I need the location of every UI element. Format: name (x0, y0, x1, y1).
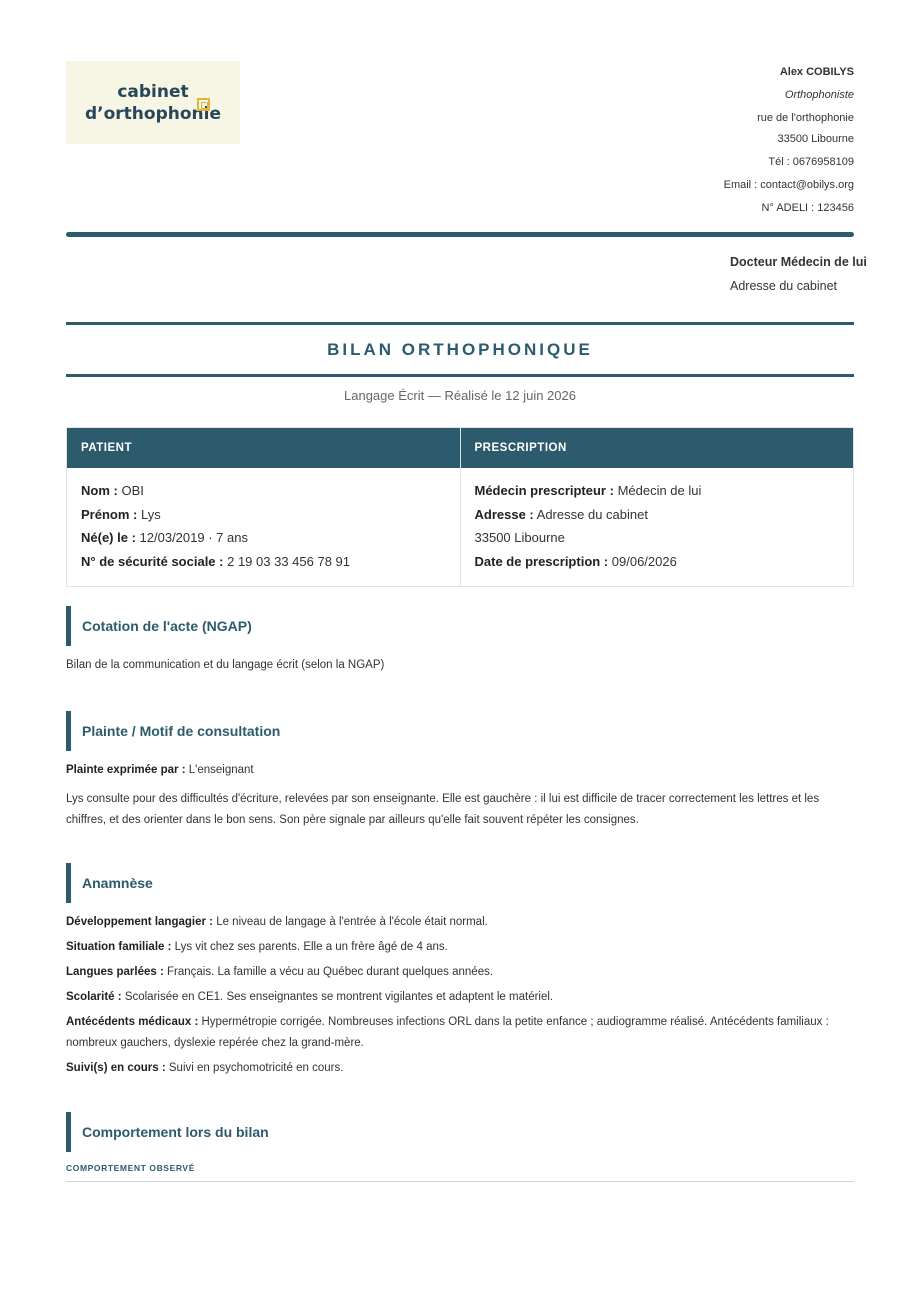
header-divider (66, 232, 854, 237)
sender-block (724, 62, 854, 221)
cotation-title: Cotation de l'acte (NGAP) (66, 606, 854, 646)
prescription-adresse-value: Adresse du cabinet (536, 506, 648, 522)
sender-adeli: N° ADELI : 123456 (761, 202, 854, 214)
plainte-par (66, 760, 854, 781)
patient-prescription-table (66, 427, 854, 587)
document-subtitle: Langage Écrit — Réalisé le 12 juin 2026 (344, 388, 576, 403)
info-table-body (67, 468, 853, 586)
section-plainte (66, 711, 854, 831)
prescription-medecin-label: Médecin prescripteur : (474, 483, 614, 498)
patient-naissance-label: Né(e) le : (81, 530, 136, 545)
recipient-name: Docteur Médecin de lui (730, 255, 867, 269)
sender-email: Email : contact@obilys.org (723, 179, 854, 191)
recipient-address: Adresse du cabinet (730, 279, 838, 293)
anamnese-item-label: Scolarité : (66, 991, 122, 1003)
comportement-divider (66, 1181, 854, 1182)
patient-prenom-label: Prénom : (81, 506, 138, 522)
recipient-block (730, 253, 867, 295)
prescription-ville: 33500 Libourne (474, 530, 565, 545)
patient-column (67, 468, 460, 586)
anamnese-item-value: Scolarisée en CE1. Ses enseignantes se montrent vigilantes et adaptent le matériel. (124, 991, 554, 1003)
prescription-date-label: Date de prescription : (474, 553, 609, 569)
plainte-text: Lys consulte pour des difficultés d'écriture, relevées par son enseignante. Elle est gauchère : il lui est difficile de tracer correctement les lettres et les chiffres, et des orienter dans le bon sens. Son père signale par ailleurs qu'elle fait souvent répéter les consignes. (66, 793, 820, 826)
logo-line-1: cabinet (117, 81, 189, 102)
plainte-par-value: L'enseignant (188, 764, 254, 776)
anamnese-item-label: Développement langagier : (66, 916, 213, 928)
logo-line-2: d’orthophonie (84, 103, 221, 124)
anamnese-item-label: Situation familiale : (66, 941, 172, 953)
patient-prenom (81, 506, 460, 530)
title-rule-bottom (66, 374, 854, 377)
comportement-title: Comportement lors du bilan (66, 1112, 854, 1152)
anamnese-item-value: Lys vit chez ses parents. Elle a un frère âgé de 4 ans. (174, 941, 448, 953)
patient-nom-value: OBI (121, 483, 144, 498)
anamnese-item-value: Hypermétropie corrigée. Nombreuses infections ORL dans la petite enfance ; audiogramme réalisé. Antécédents familiaux : nombreux gauchers, dyslexie repérée chez la grand-mère. (66, 1016, 829, 1049)
patient-secu-value: 2 19 03 33 456 78 91 (227, 553, 350, 569)
sender-role: Orthophoniste (784, 89, 854, 101)
cabinet-logo (66, 61, 240, 144)
prescription-column (460, 468, 854, 586)
section-cotation (66, 606, 854, 676)
document-title: BILAN ORTHOPHONIQUE (327, 340, 593, 359)
anamnese-item-value: Français. La famille a vécu au Québec durant quelques années. (167, 966, 494, 978)
patient-naissance-value: 12/03/2019 · 7 ans (139, 530, 248, 545)
anamnese-item (66, 937, 854, 962)
sender-city: 33500 Libourne (777, 133, 854, 145)
section-comportement (66, 1112, 854, 1182)
anamnese-item-label: Antécédents médicaux : (66, 1016, 199, 1028)
anamnese-title: Anamnèse (66, 863, 854, 903)
anamnese-item (66, 1058, 854, 1083)
anamnese-list (66, 912, 854, 1083)
anamnese-item-label: Langues parlées : (66, 966, 164, 978)
patient-naissance (81, 529, 460, 553)
anamnese-item-value: Suivi en psychomotricité en cours. (168, 1062, 344, 1074)
anamnese-item (66, 987, 854, 1012)
anamnese-item (66, 962, 854, 987)
title-rule-top (66, 322, 854, 325)
prescription-adresse-label: Adresse : (474, 506, 534, 522)
patient-nom-label: Nom : (81, 483, 118, 498)
sender-phone: Tél : 0676958109 (768, 156, 854, 168)
patient-header: PATIENT (81, 442, 132, 454)
patient-prenom-value: Lys (140, 506, 161, 522)
logo-text (85, 81, 221, 125)
sender-name: Alex COBILYS (779, 66, 854, 78)
sender-street: rue de l'orthophonie (757, 112, 854, 124)
prescription-header: PRESCRIPTION (460, 428, 854, 468)
patient-secu (81, 553, 460, 577)
comportement-sub-label: COMPORTEMENT OBSERVÉ (66, 1163, 195, 1173)
section-anamnese (66, 863, 854, 1083)
patient-nom (81, 482, 460, 506)
plainte-par-label: Plainte exprimée par : (66, 764, 186, 776)
cotation-text: Bilan de la communication et du langage écrit (selon la NGAP) (66, 659, 385, 671)
prescription-adresse (475, 506, 854, 530)
anamnese-item (66, 912, 854, 937)
anamnese-item-value: Le niveau de langage à l'entrée à l'école était normal. (216, 916, 488, 928)
logo-mark-icon (197, 98, 210, 111)
anamnese-item-label: Suivi(s) en cours : (66, 1062, 166, 1074)
info-table-header (67, 428, 853, 468)
prescription-medecin (475, 482, 854, 506)
prescription-medecin-value: Médecin de lui (617, 483, 702, 498)
prescription-date (475, 553, 854, 577)
plainte-title: Plainte / Motif de consultation (66, 711, 854, 751)
patient-secu-label: N° de sécurité sociale : (81, 553, 224, 569)
prescription-date-value: 09/06/2026 (611, 553, 677, 569)
anamnese-item (66, 1012, 854, 1054)
